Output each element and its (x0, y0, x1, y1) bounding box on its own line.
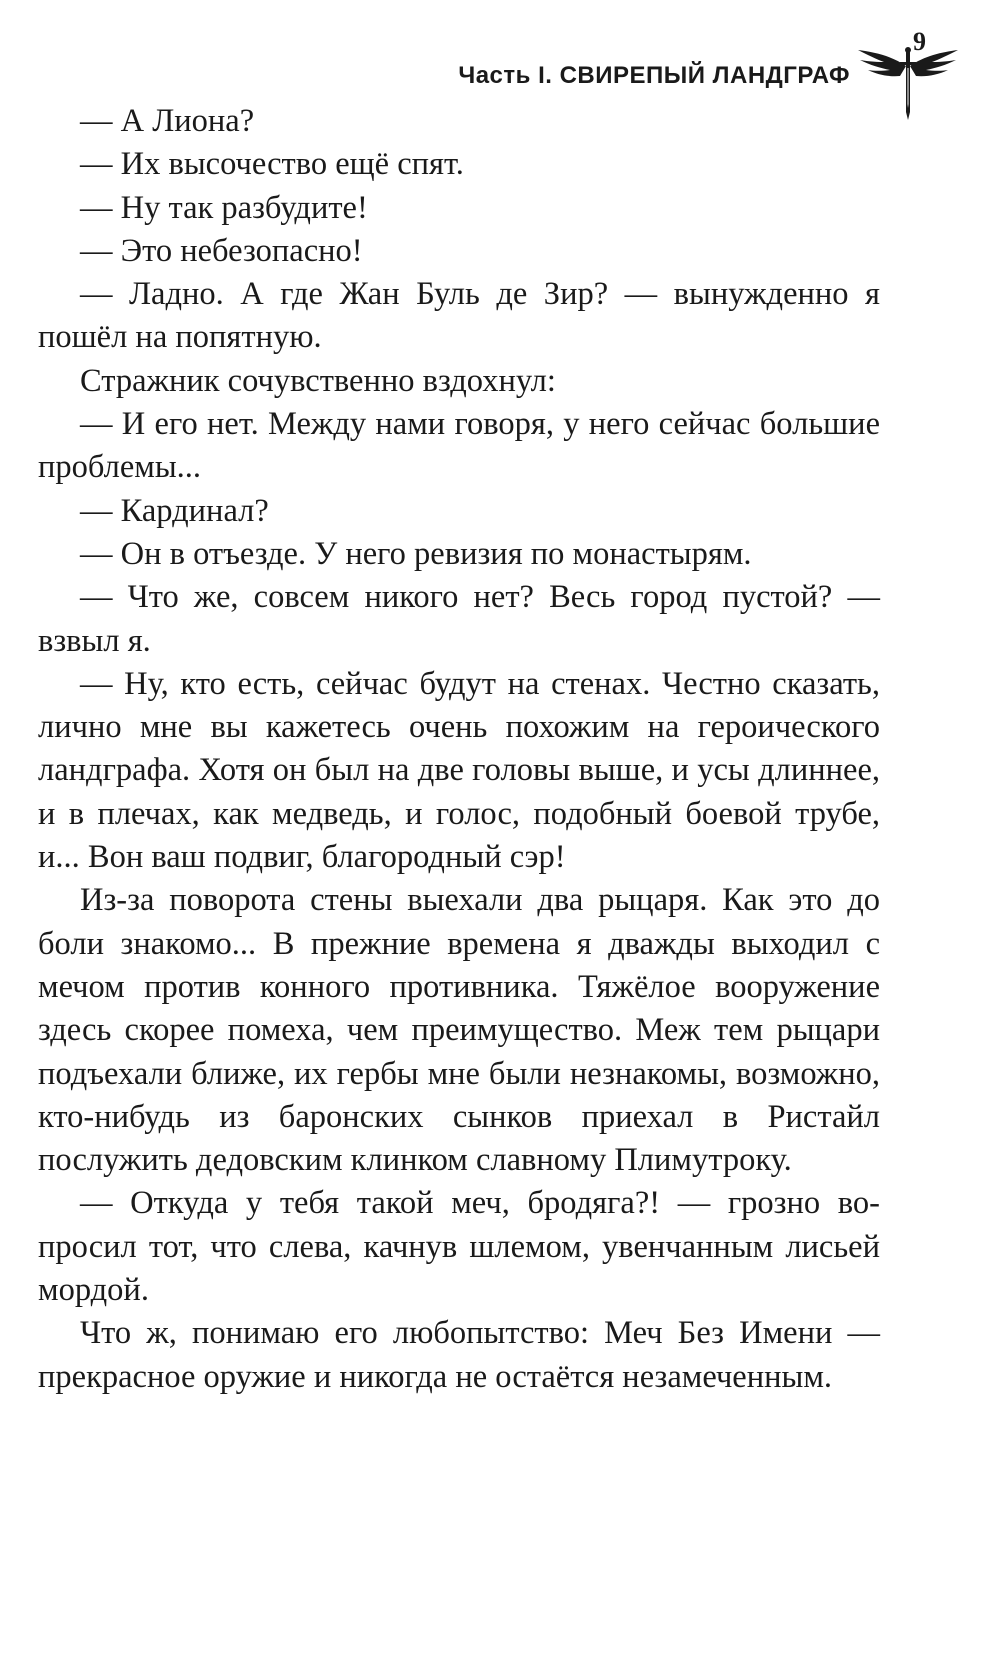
paragraph: — Откуда у тебя такой меч, бродяга?! — грозно вопросил тот, что слева, качнув шлемом, увенчанным лисьей мордой. (38, 1185, 880, 1309)
paragraph: Стражник сочувственно вздохнул: (80, 362, 556, 399)
paragraph: — И его нет. Между нами говоря, у него сейчас большие проблемы... (38, 406, 880, 486)
paragraph: — А Лиона? (80, 103, 255, 139)
paragraph: — Ладно. А где Жан Буль де Зир? — вынужденно я пошёл на попятную. (38, 276, 880, 356)
running-head (360, 28, 960, 108)
body-text (38, 100, 880, 1399)
part-title: Часть I. СВИРЕПЫЙ ЛАНДГРАФ (458, 62, 850, 89)
page-number: 9 (913, 27, 926, 56)
paragraph: Из-за поворота стены выехали два рыцаря. Как это до боли знакомо... В прежние времена я дважды выходил с мечом против конного противника. Тяжёлое вооружение здесь скорее помеха, чем преимущество. Меж тем рыцари подъехали ближе, их гербы мне были незнакомы, возможно, кто-нибудь из баронских сынков приехал в Ристайл послужить дедовским клинком славному Плимутроку. (38, 882, 880, 1179)
paragraph: Что ж, понимаю его любопытство: Меч Без Имени — прекрасное оружие и никогда не остаётся незамеченным. (38, 1315, 880, 1395)
paragraph: — Он в отъезде. У него ревизия по монастырям. (80, 535, 752, 572)
paragraph: — Ну так разбудите! (80, 189, 368, 226)
paragraph: — Кардинал? (80, 492, 269, 529)
paragraph: — Это небезопасно! (80, 232, 363, 269)
paragraph: — Что же, совсем никого нет? Весь город пустой? — взвыл я. (38, 579, 880, 659)
paragraph: — Их высочество ещё спят. (80, 146, 464, 183)
paragraph: — Ну, кто есть, сейчас будут на стенах. Честно сказать, лично мне вы кажетесь очень похожим на героического ландграфа. Хотя он был на две головы выше, и усы длиннее, и в плечах, как медведь, и голос, подобный боевой трубе, и... Вон ваш подвиг, благородный сэр! (38, 665, 880, 876)
